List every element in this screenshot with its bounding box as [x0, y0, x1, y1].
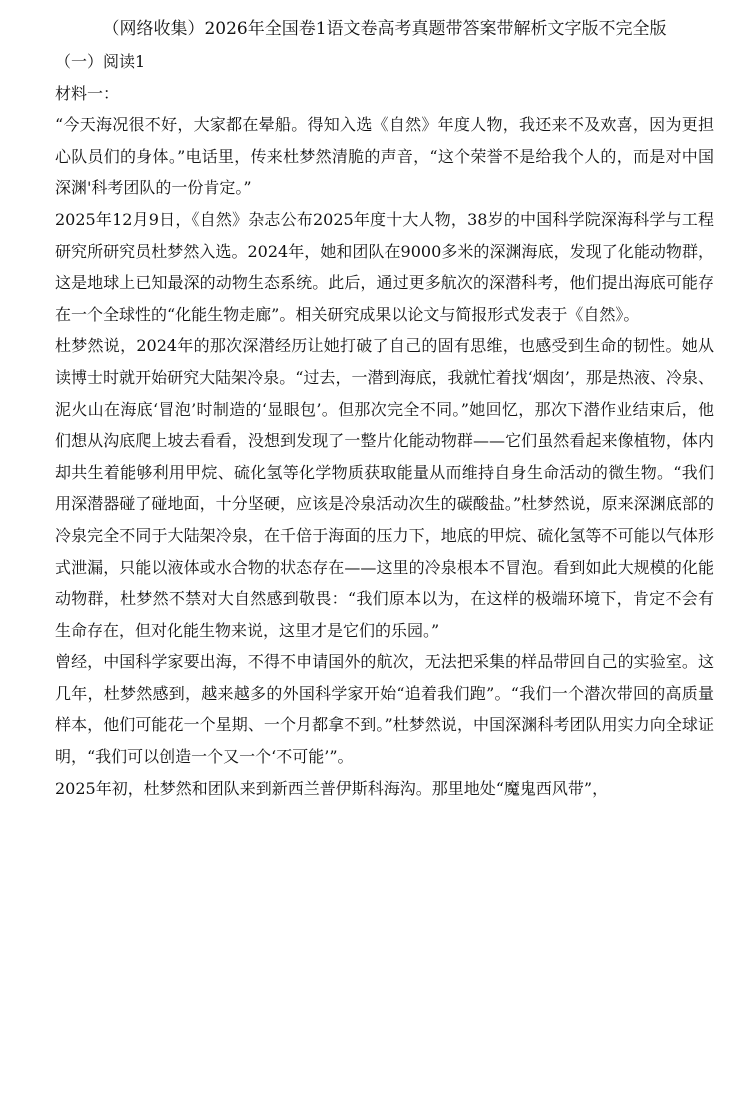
paragraph-1: “今天海况很不好，大家都在晕船。得知入选《自然》年度人物，我还来不及欢喜，因为更担心队员们的身体。”电话里，传来杜梦然清脆的声音，“这个荣誉不是给我个人的，而是对中国深渊'科考团队的一份肯定。”	[55, 115, 714, 198]
section-heading: （一）阅读1	[55, 52, 146, 71]
paragraph-4: 曾经，中国科学家要出海，不得不申请国外的航次，无法把采集的样品带回自己的实验室。这几年，杜梦然感到，越来越多的外国科学家开始“追着我们跑”。“我们一个潜次带回的高质量样本，他们可能花一个星期、一个月都拿不到。”杜梦然说，中国深渊科考团队用实力向全球证明，“我们可以创造一个又一个‘不可能’”。	[55, 652, 714, 767]
paragraph-3: 杜梦然说，2024年的那次深潜经历让她打破了自己的固有思维，也感受到生命的韧性。她从读博士时就开始研究大陆架冷泉。“过去，一潜到海底，我就忙着找‘烟囱’，那是热液、冷泉、泥火山在海底‘冒泡’时制造的‘显眼包’。但那次完全不同。”她回忆，那次下潜作业结束后，他们想从沟底爬上坡去看看，没想到发现了一整片化能动物群——它们虽然看起来像植物，体内却共生着能够利用甲烷、硫化氢等化学物质获取能量从而维持自身生命活动的微生物。“我们用深潜器碰了碰地面，十分坚硬，应该是冷泉活动次生的碳酸盐。”杜梦然说，原来深渊底部的冷泉完全不同于大陆架冷泉，在千倍于海面的压力下，地底的甲烷、硫化氢等不可能以气体形式泄漏，只能以液体或水合物的状态存在——这里的冷泉根本不冒泡。看到如此大规模的化能动物群，杜梦然不禁对大自然感到敬畏：“我们原本以为，在这样的极端环境下，肯定不会有生命存在，但对化能生物来说，这里才是它们的乐园。”	[55, 336, 714, 640]
material-label: 材料一：	[55, 83, 120, 103]
paragraph-2: 2025年12月9日，《自然》杂志公布2025年度十大人物，38岁的中国科学院深海科学与工程研究所研究员杜梦然入选。2024年，她和团队在9000多米的深渊海底，发现了化能动物群，这是地球上已知最深的动物生态系统。此后，通过更多航次的深潜科考，他们提出海底可能存在一个全球性的“化能生物走廊”。相关研究成果以论文与简报形式发表于《自然》。	[55, 209, 714, 324]
paragraph-5: 2025年初，杜梦然和团队来到新西兰普伊斯科海沟。那里地处“魔鬼西风带”，	[55, 778, 609, 798]
document-title: （网络收集）2026年全国卷1语文卷高考真题带答案带解析文字版不完全版	[102, 19, 667, 39]
